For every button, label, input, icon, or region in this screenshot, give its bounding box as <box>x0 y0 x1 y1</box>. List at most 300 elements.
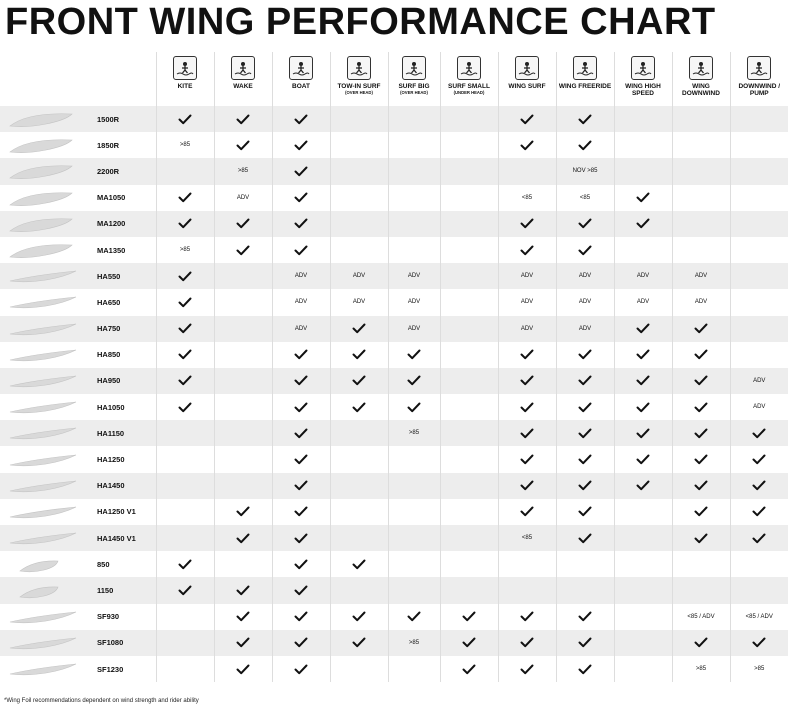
column-label: BOAT <box>292 83 310 90</box>
rating-note: <85 <box>556 185 614 211</box>
check-icon <box>214 525 272 551</box>
empty-cell <box>440 446 498 472</box>
wing-model-name: HA1450 V1 <box>94 525 156 551</box>
check-icon <box>498 473 556 499</box>
empty-cell <box>388 185 440 211</box>
wing-image <box>0 211 94 237</box>
empty-cell <box>440 106 498 132</box>
empty-cell <box>330 499 388 525</box>
check-icon <box>614 368 672 394</box>
check-icon <box>556 525 614 551</box>
table-row <box>0 499 788 525</box>
check-icon <box>556 473 614 499</box>
check-icon <box>498 420 556 446</box>
rating-note: <85 <box>498 185 556 211</box>
check-icon <box>272 106 330 132</box>
table-row <box>0 185 788 211</box>
empty-cell <box>440 158 498 184</box>
check-icon <box>330 368 388 394</box>
check-icon <box>556 211 614 237</box>
check-icon <box>272 158 330 184</box>
rating-note: ADV <box>498 316 556 342</box>
rating-note: ADV <box>272 289 330 315</box>
empty-cell <box>330 158 388 184</box>
table-row <box>0 342 788 368</box>
rating-note: >85 <box>156 237 214 263</box>
wing-model-name: SF1230 <box>94 656 156 682</box>
check-icon <box>614 342 672 368</box>
empty-cell <box>672 158 730 184</box>
rating-note: ADV <box>388 263 440 289</box>
check-icon <box>214 604 272 630</box>
rating-note: ADV <box>614 289 672 315</box>
empty-cell <box>614 237 672 263</box>
empty-cell <box>214 420 272 446</box>
column-header-wake <box>214 52 272 106</box>
column-header-towin <box>330 52 388 106</box>
check-icon <box>156 342 214 368</box>
wake-icon <box>231 56 255 80</box>
check-icon <box>272 604 330 630</box>
page-title: FRONT WING PERFORMANCE CHART <box>5 1 716 43</box>
wing-image <box>0 263 94 289</box>
check-icon <box>498 342 556 368</box>
rating-note: >85 <box>214 158 272 184</box>
empty-cell <box>214 342 272 368</box>
check-icon <box>388 604 440 630</box>
empty-cell <box>672 185 730 211</box>
wing-model-name: HA1450 <box>94 473 156 499</box>
check-icon <box>730 525 788 551</box>
rating-note: >85 <box>156 132 214 158</box>
empty-cell <box>440 368 498 394</box>
check-icon <box>672 394 730 420</box>
check-icon <box>556 604 614 630</box>
empty-cell <box>730 263 788 289</box>
table-row <box>0 630 788 656</box>
wing-image <box>0 473 94 499</box>
empty-cell <box>156 158 214 184</box>
check-icon <box>272 656 330 682</box>
rating-note: ADV <box>272 263 330 289</box>
wing-image <box>0 525 94 551</box>
empty-cell <box>730 289 788 315</box>
rating-note: ADV <box>388 316 440 342</box>
rating-note: >85 <box>672 656 730 682</box>
check-icon <box>498 499 556 525</box>
column-header-surfbig <box>388 52 440 106</box>
empty-cell <box>440 211 498 237</box>
empty-cell <box>388 158 440 184</box>
rating-note: >85 <box>388 630 440 656</box>
empty-cell <box>388 132 440 158</box>
empty-cell <box>556 577 614 603</box>
wing-image <box>0 656 94 682</box>
empty-cell <box>440 525 498 551</box>
header-spacer <box>0 52 94 106</box>
check-icon <box>614 316 672 342</box>
check-icon <box>388 342 440 368</box>
check-icon <box>556 446 614 472</box>
empty-cell <box>730 158 788 184</box>
wing-model-name: HA750 <box>94 316 156 342</box>
empty-cell <box>156 656 214 682</box>
rating-note: <85 / ADV <box>672 604 730 630</box>
empty-cell <box>614 604 672 630</box>
rating-note: ADV <box>330 289 388 315</box>
empty-cell <box>556 551 614 577</box>
check-icon <box>498 368 556 394</box>
wing-freeride-icon <box>573 56 597 80</box>
empty-cell <box>214 263 272 289</box>
empty-cell <box>214 289 272 315</box>
check-icon <box>556 342 614 368</box>
rating-note: ADV <box>388 289 440 315</box>
check-icon <box>388 394 440 420</box>
empty-cell <box>156 630 214 656</box>
empty-cell <box>156 525 214 551</box>
empty-cell <box>214 551 272 577</box>
rating-note: ADV <box>556 289 614 315</box>
column-header-surfsmall <box>440 52 498 106</box>
rating-note: ADV <box>498 289 556 315</box>
check-icon <box>330 551 388 577</box>
empty-cell <box>440 316 498 342</box>
wing-model-name: HA1250 V1 <box>94 499 156 525</box>
empty-cell <box>440 289 498 315</box>
column-sublabel: (UNDER HEAD) <box>453 90 485 95</box>
empty-cell <box>214 316 272 342</box>
empty-cell <box>440 551 498 577</box>
empty-cell <box>330 473 388 499</box>
empty-cell <box>388 499 440 525</box>
check-icon <box>672 473 730 499</box>
wing-image <box>0 289 94 315</box>
wing-model-name: 1500R <box>94 106 156 132</box>
empty-cell <box>388 577 440 603</box>
empty-cell <box>388 237 440 263</box>
check-icon <box>672 316 730 342</box>
check-icon <box>272 368 330 394</box>
rating-note: ADV <box>272 316 330 342</box>
table-row <box>0 604 788 630</box>
table-row <box>0 656 788 682</box>
check-icon <box>214 211 272 237</box>
check-icon <box>672 342 730 368</box>
wing-model-name: HA650 <box>94 289 156 315</box>
check-icon <box>672 499 730 525</box>
check-icon <box>614 473 672 499</box>
table-row <box>0 394 788 420</box>
wing-model-name: HA550 <box>94 263 156 289</box>
check-icon <box>440 630 498 656</box>
check-icon <box>556 237 614 263</box>
empty-cell <box>156 604 214 630</box>
check-icon <box>156 185 214 211</box>
check-icon <box>272 551 330 577</box>
column-label: TOW-IN SURF <box>337 83 381 90</box>
check-icon <box>556 420 614 446</box>
column-label: DOWNWIND / PUMP <box>738 83 781 97</box>
empty-cell <box>440 263 498 289</box>
empty-cell <box>156 473 214 499</box>
check-icon <box>672 420 730 446</box>
empty-cell <box>388 551 440 577</box>
wing-image <box>0 158 94 184</box>
empty-cell <box>330 237 388 263</box>
empty-cell <box>730 316 788 342</box>
check-icon <box>272 499 330 525</box>
empty-cell <box>614 132 672 158</box>
empty-cell <box>730 132 788 158</box>
empty-cell <box>672 237 730 263</box>
empty-cell <box>214 473 272 499</box>
empty-cell <box>388 211 440 237</box>
empty-cell <box>672 211 730 237</box>
check-icon <box>272 394 330 420</box>
check-icon <box>556 499 614 525</box>
table-row <box>0 211 788 237</box>
column-header-kite <box>156 52 214 106</box>
performance-table <box>0 52 788 682</box>
rating-note: ADV <box>556 316 614 342</box>
table-row <box>0 289 788 315</box>
check-icon <box>214 656 272 682</box>
rating-note: ADV <box>672 289 730 315</box>
check-icon <box>498 394 556 420</box>
check-icon <box>498 604 556 630</box>
empty-cell <box>388 473 440 499</box>
wing-model-name: MA1200 <box>94 211 156 237</box>
empty-cell <box>672 551 730 577</box>
wing-model-name: 2200R <box>94 158 156 184</box>
empty-cell <box>440 420 498 446</box>
wing-surf-icon <box>515 56 539 80</box>
tow-in-surf-icon <box>347 56 371 80</box>
check-icon <box>272 237 330 263</box>
empty-cell <box>730 577 788 603</box>
check-icon <box>730 420 788 446</box>
check-icon <box>730 473 788 499</box>
check-icon <box>614 420 672 446</box>
check-icon <box>498 630 556 656</box>
empty-cell <box>156 420 214 446</box>
check-icon <box>214 237 272 263</box>
check-icon <box>672 446 730 472</box>
check-icon <box>388 368 440 394</box>
column-header-boat <box>272 52 330 106</box>
rating-note: ADV <box>730 394 788 420</box>
empty-cell <box>330 132 388 158</box>
check-icon <box>556 656 614 682</box>
rating-note: ADV <box>330 263 388 289</box>
check-icon <box>614 185 672 211</box>
empty-cell <box>330 211 388 237</box>
header-row <box>0 52 788 106</box>
empty-cell <box>330 420 388 446</box>
column-sublabel: (OVER HEAD) <box>400 90 428 95</box>
empty-cell <box>614 158 672 184</box>
wing-image <box>0 394 94 420</box>
empty-cell <box>672 132 730 158</box>
empty-cell <box>440 473 498 499</box>
wing-model-name: SF1080 <box>94 630 156 656</box>
check-icon <box>156 577 214 603</box>
check-icon <box>498 211 556 237</box>
empty-cell <box>440 185 498 211</box>
table-row <box>0 446 788 472</box>
empty-cell <box>730 211 788 237</box>
check-icon <box>272 577 330 603</box>
empty-cell <box>614 630 672 656</box>
rating-note: ADV <box>672 263 730 289</box>
check-icon <box>614 211 672 237</box>
rating-note: ADV <box>614 263 672 289</box>
check-icon <box>156 211 214 237</box>
empty-cell <box>498 158 556 184</box>
check-icon <box>330 342 388 368</box>
table-row <box>0 263 788 289</box>
downwind-pump-icon <box>747 56 771 80</box>
rating-note: >85 <box>388 420 440 446</box>
empty-cell <box>614 577 672 603</box>
empty-cell <box>498 551 556 577</box>
table-row <box>0 132 788 158</box>
check-icon <box>330 316 388 342</box>
wing-model-name: HA1050 <box>94 394 156 420</box>
check-icon <box>672 368 730 394</box>
empty-cell <box>672 577 730 603</box>
empty-cell <box>214 394 272 420</box>
empty-cell <box>730 185 788 211</box>
check-icon <box>556 368 614 394</box>
check-icon <box>330 394 388 420</box>
wing-model-name: HA950 <box>94 368 156 394</box>
empty-cell <box>330 446 388 472</box>
column-label: WING HIGH SPEED <box>625 83 661 97</box>
empty-cell <box>330 106 388 132</box>
empty-cell <box>214 446 272 472</box>
wing-image <box>0 342 94 368</box>
column-label: WING DOWNWIND <box>682 83 720 97</box>
empty-cell <box>440 577 498 603</box>
surf-big-icon <box>402 56 426 80</box>
wing-image <box>0 577 94 603</box>
rating-note: ADV <box>556 263 614 289</box>
wing-model-name: 1850R <box>94 132 156 158</box>
empty-cell <box>388 525 440 551</box>
wing-image <box>0 420 94 446</box>
empty-cell <box>388 446 440 472</box>
rating-note: ADV <box>730 368 788 394</box>
column-header-downpump <box>730 52 788 106</box>
empty-cell <box>614 525 672 551</box>
check-icon <box>556 132 614 158</box>
column-label: WING SURF <box>508 83 546 90</box>
wing-image <box>0 630 94 656</box>
empty-cell <box>440 342 498 368</box>
column-label: SURF BIG <box>398 83 430 90</box>
empty-cell <box>440 394 498 420</box>
table-row <box>0 237 788 263</box>
check-icon <box>272 420 330 446</box>
check-icon <box>614 394 672 420</box>
wing-model-name: 850 <box>94 551 156 577</box>
wing-image <box>0 185 94 211</box>
wing-image <box>0 551 94 577</box>
empty-cell <box>330 577 388 603</box>
check-icon <box>730 630 788 656</box>
empty-cell <box>614 106 672 132</box>
empty-cell <box>330 185 388 211</box>
check-icon <box>214 106 272 132</box>
check-icon <box>272 473 330 499</box>
check-icon <box>272 630 330 656</box>
table-row <box>0 551 788 577</box>
footnote: *Wing Foil recommendations dependent on wind strength and rider ability <box>4 698 199 704</box>
empty-cell <box>730 106 788 132</box>
check-icon <box>156 394 214 420</box>
wing-image <box>0 237 94 263</box>
check-icon <box>614 446 672 472</box>
check-icon <box>214 630 272 656</box>
empty-cell <box>730 237 788 263</box>
check-icon <box>156 551 214 577</box>
column-label: SURF SMALL <box>448 83 490 90</box>
check-icon <box>272 211 330 237</box>
check-icon <box>156 316 214 342</box>
check-icon <box>556 106 614 132</box>
empty-cell <box>330 656 388 682</box>
column-label: KITE <box>177 83 193 90</box>
kite-icon <box>173 56 197 80</box>
header-spacer <box>94 52 156 106</box>
wing-model-name: MA1350 <box>94 237 156 263</box>
check-icon <box>272 185 330 211</box>
table-row <box>0 420 788 446</box>
column-header-wingfree <box>556 52 614 106</box>
empty-cell <box>730 551 788 577</box>
column-header-wingdown <box>672 52 730 106</box>
wing-image <box>0 316 94 342</box>
empty-cell <box>156 499 214 525</box>
column-header-wingsurf <box>498 52 556 106</box>
check-icon <box>156 368 214 394</box>
check-icon <box>556 394 614 420</box>
column-sublabel: (OVER HEAD) <box>345 90 373 95</box>
wing-image <box>0 132 94 158</box>
empty-cell <box>214 368 272 394</box>
table-row <box>0 316 788 342</box>
empty-cell <box>440 499 498 525</box>
wing-model-name: HA1250 <box>94 446 156 472</box>
empty-cell <box>730 342 788 368</box>
empty-cell <box>440 237 498 263</box>
check-icon <box>672 525 730 551</box>
check-icon <box>272 342 330 368</box>
wing-model-name: 1150 <box>94 577 156 603</box>
column-label: WAKE <box>233 83 253 90</box>
check-icon <box>156 289 214 315</box>
check-icon <box>440 656 498 682</box>
table-row <box>0 525 788 551</box>
wing-model-name: MA1050 <box>94 185 156 211</box>
empty-cell <box>330 525 388 551</box>
empty-cell <box>614 499 672 525</box>
wing-high-speed-icon <box>631 56 655 80</box>
rating-note: >85 <box>730 656 788 682</box>
check-icon <box>330 604 388 630</box>
